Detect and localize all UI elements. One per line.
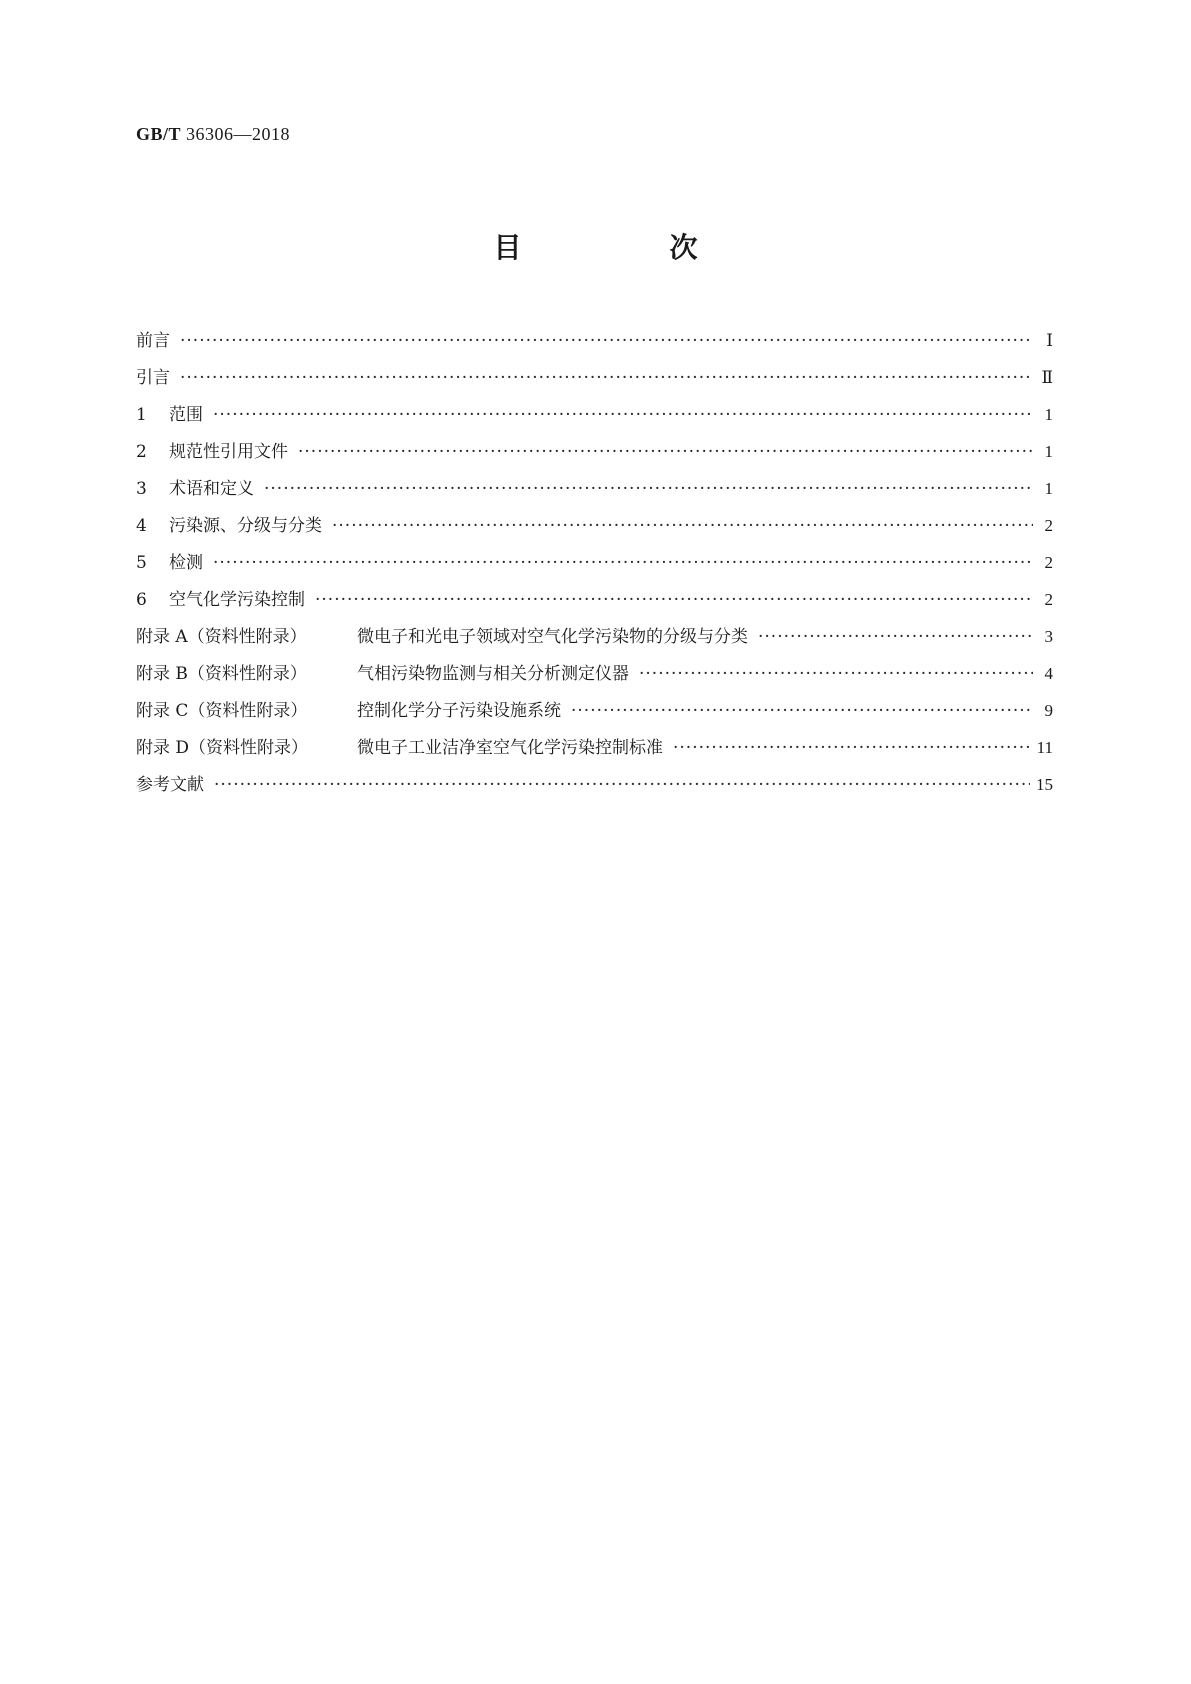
toc-page-number: 9 xyxy=(1044,701,1053,720)
toc-entry-label xyxy=(136,582,305,619)
toc-entry-clause-1[interactable] xyxy=(136,396,1053,433)
toc-annex-label: 附录 C（资料性附录） xyxy=(136,701,308,721)
standard-code xyxy=(136,124,290,145)
table-of-contents xyxy=(136,322,1053,803)
toc-page-number: 11 xyxy=(1036,738,1053,757)
toc-entry-clause-4[interactable] xyxy=(136,507,1053,544)
toc-entry-label xyxy=(136,434,288,471)
toc-entry-label xyxy=(136,397,203,434)
toc-entry-title: 前言 xyxy=(136,331,170,351)
toc-entry-title: 检测 xyxy=(169,553,203,573)
toc-leader-dots xyxy=(332,508,1033,545)
toc-page-number: 15 xyxy=(1036,775,1053,794)
toc-entry-label xyxy=(136,508,322,545)
toc-heading: 目 次 xyxy=(493,231,758,264)
toc-page-number: 4 xyxy=(1044,664,1053,683)
toc-entry-annex-d[interactable] xyxy=(136,729,1053,766)
toc-leader-dots xyxy=(639,656,1033,693)
toc-entry-title: 参考文献 xyxy=(136,775,204,795)
toc-entry-title: 空气化学污染控制 xyxy=(169,590,305,610)
toc-clause-number: 3 xyxy=(136,479,147,499)
toc-leader-dots xyxy=(180,323,1033,360)
toc-entry-introduction[interactable] xyxy=(136,359,1053,396)
toc-entry-clause-5[interactable] xyxy=(136,544,1053,581)
toc-entry-clause-2[interactable] xyxy=(136,433,1053,470)
toc-page-number: 2 xyxy=(1044,516,1053,535)
toc-clause-number: 2 xyxy=(136,442,147,462)
toc-leader-dots xyxy=(673,730,1031,767)
toc-page-number: 3 xyxy=(1044,627,1053,646)
toc-page-number: 2 xyxy=(1044,553,1053,572)
toc-entry-annex-b[interactable] xyxy=(136,655,1053,692)
toc-entry-title: 范围 xyxy=(169,405,203,425)
toc-entry-title: 微电子工业洁净室空气化学污染控制标准 xyxy=(357,738,663,758)
toc-entry-references[interactable] xyxy=(136,766,1053,803)
toc-entry-title: 控制化学分子污染设施系统 xyxy=(357,701,561,721)
toc-page-number: Ⅱ xyxy=(1041,368,1053,387)
toc-clause-number: 1 xyxy=(136,405,147,425)
toc-entry-clause-3[interactable] xyxy=(136,470,1053,507)
toc-leader-dots xyxy=(315,582,1033,619)
toc-entry-annex-a[interactable] xyxy=(136,618,1053,655)
toc-annex-label: 附录 A（资料性附录） xyxy=(136,627,307,647)
toc-entry-title: 术语和定义 xyxy=(169,479,254,499)
toc-page-number: Ⅰ xyxy=(1046,331,1053,350)
toc-annex-label: 附录 B（资料性附录） xyxy=(136,664,307,684)
toc-entry-title: 引言 xyxy=(136,368,170,388)
toc-entry-clause-6[interactable] xyxy=(136,581,1053,618)
toc-annex-label: 附录 D（资料性附录） xyxy=(136,738,309,758)
toc-clause-number: 4 xyxy=(136,516,147,536)
standard-prefix: GB/T xyxy=(136,124,182,144)
toc-leader-dots xyxy=(180,360,1033,397)
toc-entry-foreword[interactable] xyxy=(136,322,1053,359)
toc-page-number: 1 xyxy=(1044,405,1053,424)
toc-entry-label xyxy=(136,471,254,508)
toc-entry-annex-c[interactable] xyxy=(136,692,1053,729)
toc-entry-title: 微电子和光电子领域对空气化学污染物的分级与分类 xyxy=(357,627,748,647)
toc-entry-title: 气相污染物监测与相关分析测定仪器 xyxy=(357,664,629,684)
toc-page-number: 1 xyxy=(1044,479,1053,498)
toc-entry-label xyxy=(136,693,561,730)
toc-entry-label xyxy=(136,619,748,656)
toc-leader-dots xyxy=(264,471,1033,508)
toc-leader-dots xyxy=(214,767,1030,804)
toc-entry-title: 规范性引用文件 xyxy=(169,442,288,462)
toc-page-number: 1 xyxy=(1044,442,1053,461)
toc-entry-title: 污染源、分级与分类 xyxy=(169,516,322,536)
toc-entry-label xyxy=(136,545,203,582)
toc-leader-dots xyxy=(758,619,1033,656)
toc-leader-dots xyxy=(213,545,1033,582)
toc-clause-number: 5 xyxy=(136,553,147,573)
toc-entry-label xyxy=(136,730,663,767)
toc-leader-dots xyxy=(571,693,1033,730)
toc-leader-dots xyxy=(213,397,1033,434)
toc-entry-label xyxy=(136,656,629,693)
toc-leader-dots xyxy=(298,434,1033,471)
standard-number: 36306—2018 xyxy=(186,124,291,144)
toc-page-number: 2 xyxy=(1044,590,1053,609)
toc-clause-number: 6 xyxy=(136,590,147,610)
